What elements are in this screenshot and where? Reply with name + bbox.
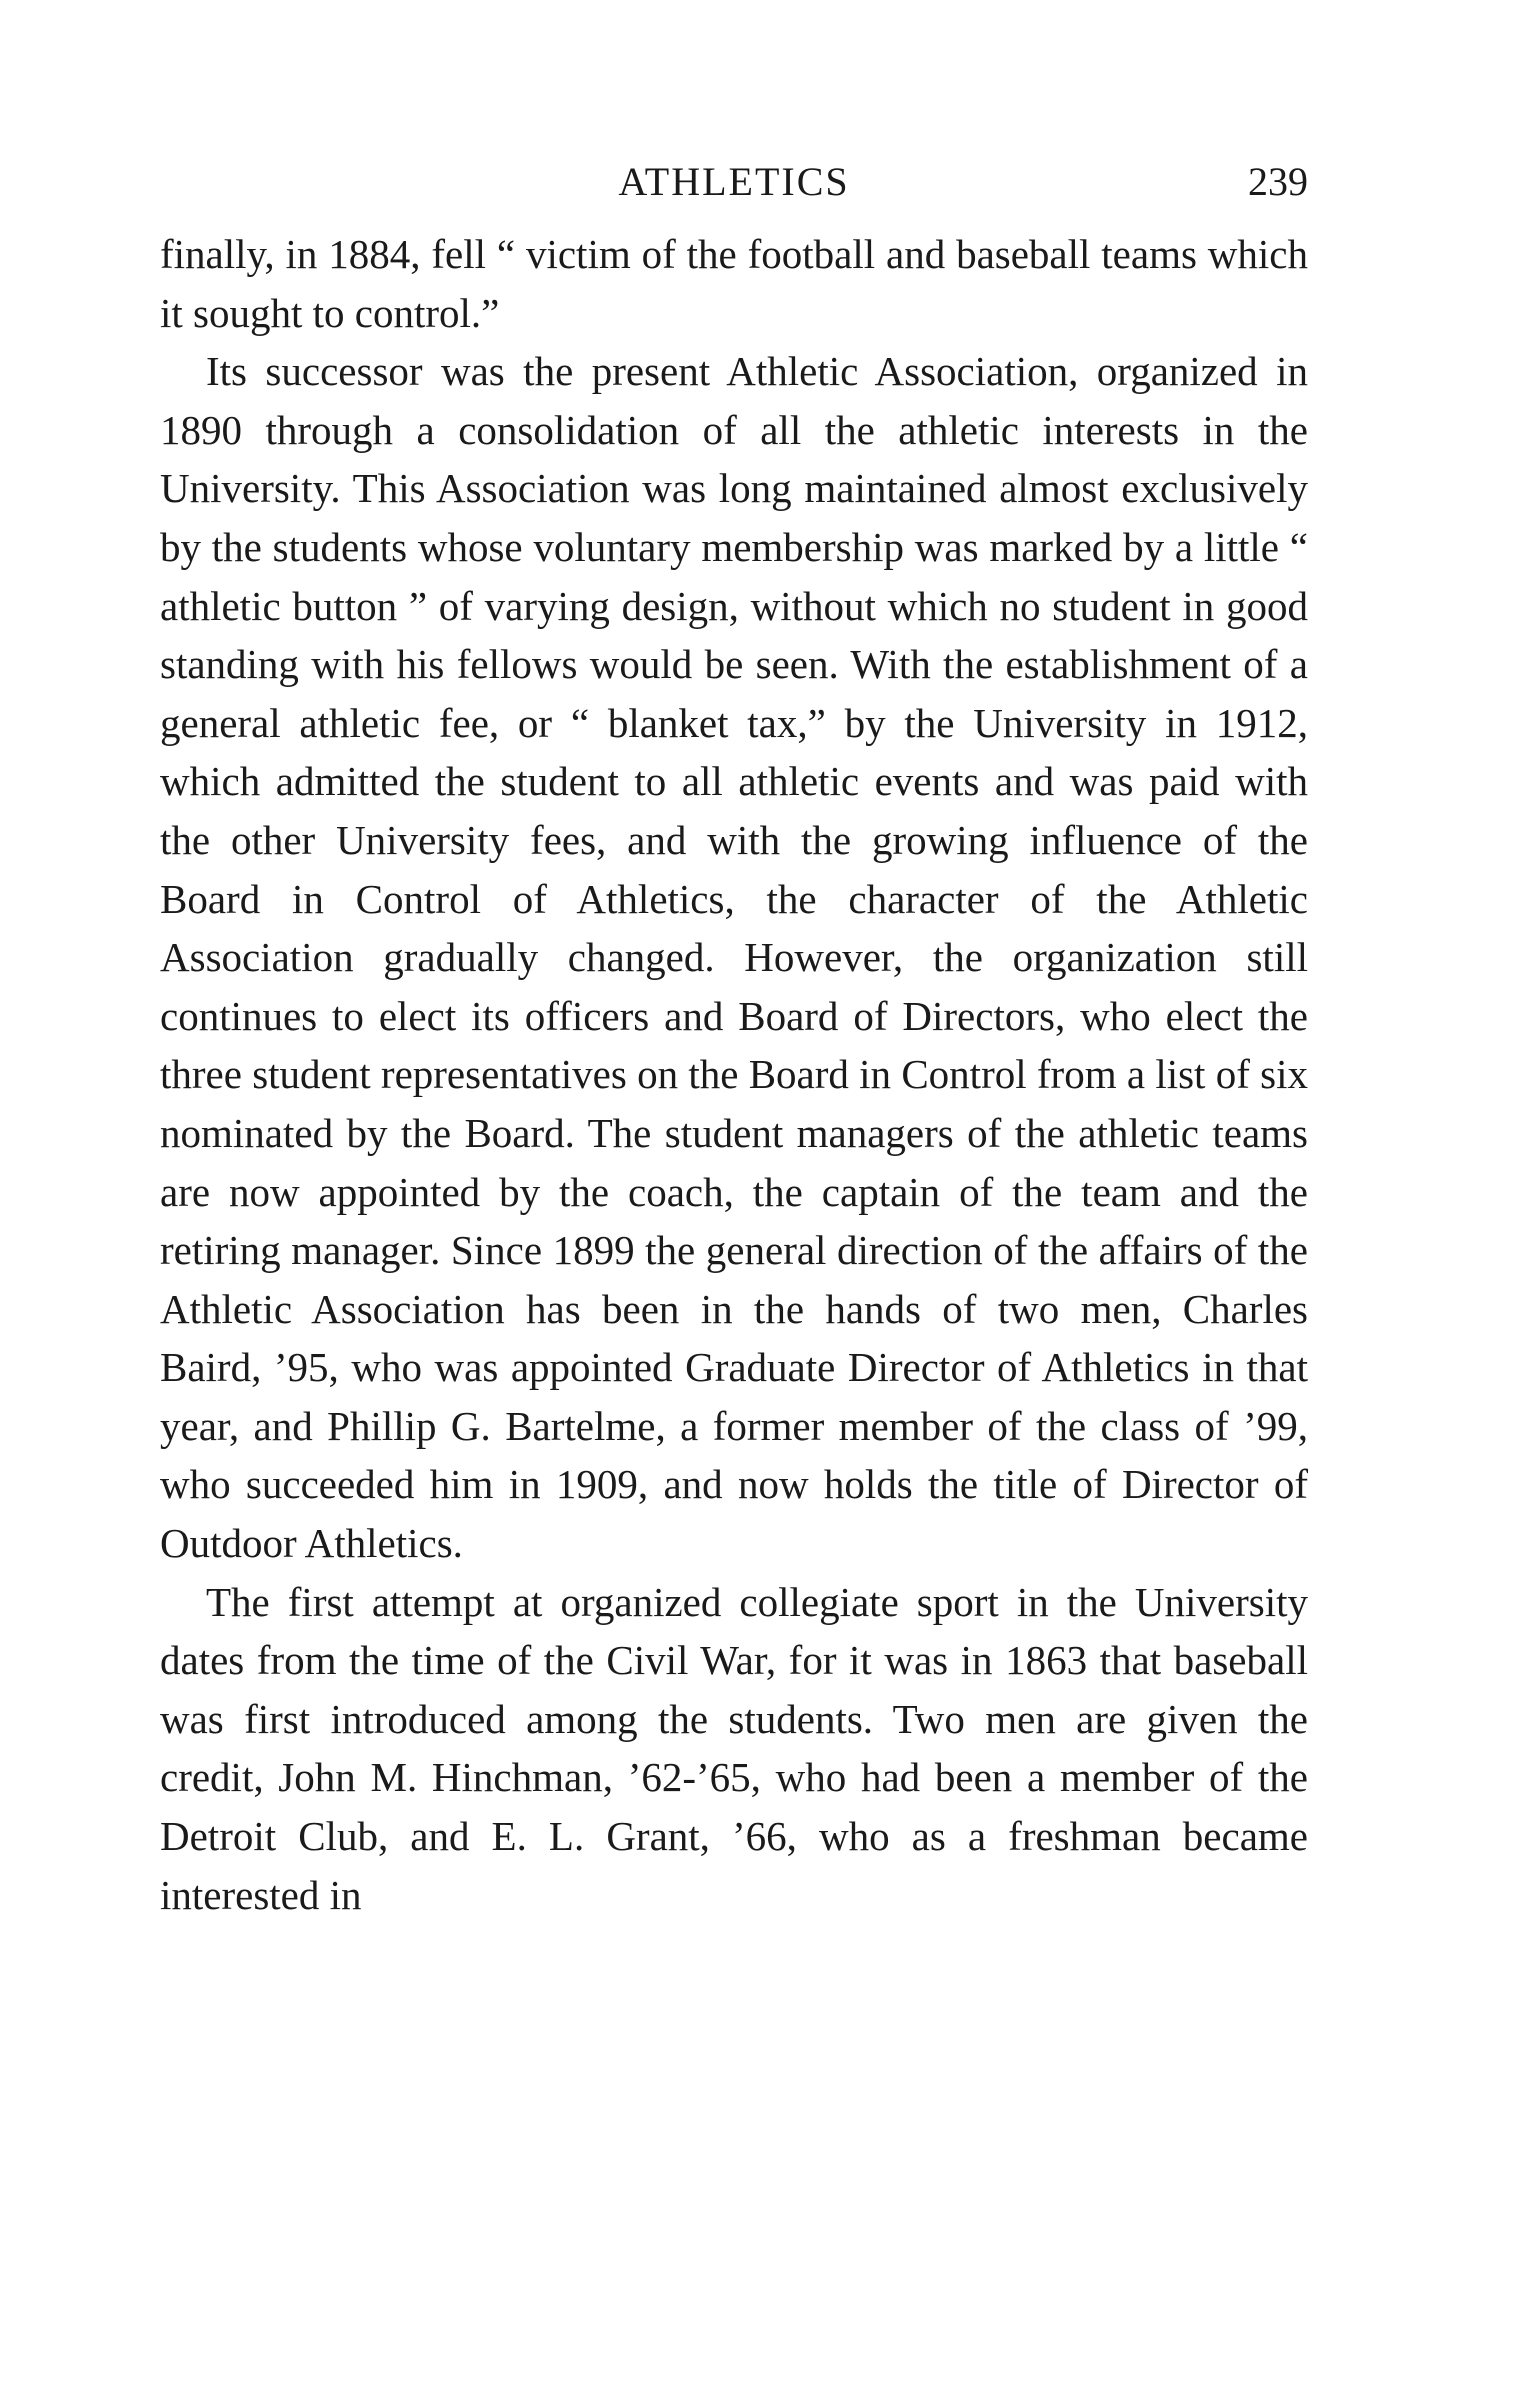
paragraph-collegiate-sport: The first attempt at organized collegiate sport in the University dates from the time of the Civil War, for it was in 1863 that baseball was first introduced among the students. Two men are given the credit, John M. Hinchman, ’62-’65, who had been a member of the Detroit Club, and E. L. Grant, ’66, who as a freshman became interested in [160,1578,1308,1918]
running-head [160,158,1308,218]
running-title: ATHLETICS [618,159,850,204]
paragraph-continuation: finally, in 1884, fell “ victim of the football and baseball teams which it sought to control.” [160,231,1308,336]
paragraph-athletic-association: Its successor was the present Athletic Association, organized in 1890 through a consolidation of all the athletic interests in the University. This Association was long maintained almost exclusively by the students whose voluntary membership was marked by a little “ athletic button ” of varying design, without which no student in good standing with his fellows would be seen. With the establishment of a general athletic fee, or “ blanket tax,” by the University in 1912, which admitted the student to all athletic events and was paid with the other University fees, and with the growing influence of the Board in Control of Athletics, the character of the Athletic Association gradually changed. However, the organization still continues to elect its officers and Board of Directors, who elect the three student representatives on the Board in Control from a list of six nominated by the Board. The student managers of the athletic teams are now appointed by the coach, the captain of the team and the retiring manager. Since 1899 the general direction of the affairs of the Athletic Association has been in the hands of two men, Charles Baird, ’95, who was appointed Graduate Director of Athletics in that year, and Phillip G. Bartelme, a former member of the class of ’99, who succeeded him in 1909, and now holds the title of Director of Outdoor Athletics. [160,348,1308,1567]
page-number: 239 [1248,159,1308,204]
body-text [160,225,1308,1924]
